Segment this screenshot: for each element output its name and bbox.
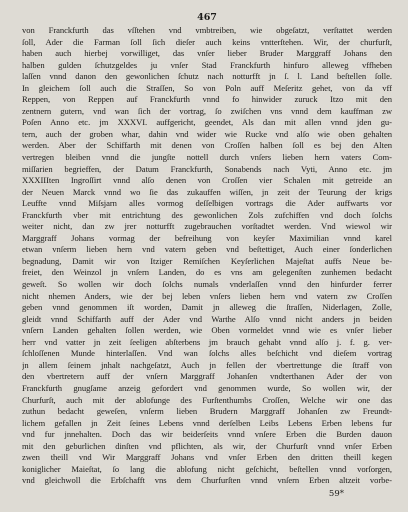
text-line: vertregen bleiben vnnd die jungſte nottell durch vnſers lieben hern vaters Com- — [22, 152, 392, 163]
text-line: ſchloſſenen Munde hinterlaſſen. Vnd wan ſolchs alles beſchicht vnd dieſem vortrag — [22, 348, 392, 359]
text-line: nicht nhemen Anders, wie der bej leben vnſers lieben hern vnd vatern zw Croſſen — [22, 290, 392, 301]
body-text — [22, 25, 392, 487]
text-line: vnd gleichwoll die Erbſchafft vns dem Churfurſten vnnd vnſern Erben altzeit vorbe- — [22, 475, 392, 486]
text-line: miſſarien begrieffen, der Datum Franckfurth, Sonabends nach Vyti, Anno etc. jm — [22, 163, 392, 174]
text-line: den vbertretern auff der vnſern Marggraff Johanſen vndterthanen Ader der von — [22, 371, 392, 382]
text-line: Marggraff Johans vormag der befreihung von keyſer Maximilian vnnd karel — [22, 232, 392, 243]
text-line: Reppen, von Reppen auf Franckfurth vnnd fo hinwider zuruck Itzo mit den — [22, 94, 392, 105]
text-line: werden. Aber der Schiffarth mit denen von Croſſen halben ſoll es bej den Alten — [22, 140, 392, 151]
text-line: zentnern gutern, vnd wan ſich der vortrag, ſo zwiſchen vns vnnd dem kauffman zw — [22, 105, 392, 116]
text-line: zwen theill vnd Wir Marggraff Johans vnd vnſer Erben den dritten theill kegen — [22, 452, 392, 463]
text-line: jn allem ſeinem jnhalt nachgeſatzt, Auch jn fellen der vbertrettunge die ſtraff von — [22, 359, 392, 370]
text-line: zuthun bedacht geweſen, vnſerm lieben Brudern Marggraff Johanſen zw Freundt- — [22, 406, 392, 417]
text-line: geweſt. So wollen wir doch ſolchs numals vnderlaſſen vnnd den hinfurder ferrer — [22, 279, 392, 290]
text-line: gleidt vnnd Schiffarth auff der Ader vnd Warthe Alſo vnnd nicht anders jn beiden — [22, 313, 392, 324]
text-line: Churfurſt, auch mit der ablofunge des Furſtenthumbs Croſſen, Welche wir one das — [22, 394, 392, 405]
text-line: etwan vnſerm lieben hern vnd vatern geben vnd beſtettiget, Auch einer ſonderlichen — [22, 244, 392, 255]
text-line: freiet, den Weinzol jn vnſern Landen, do es vns am gelegenſten zunhemen bedacht — [22, 267, 392, 278]
text-line: begnadung, Damit wir von Itziger Remiſchen Keyſerlichen Majeſtat auffs Neue be- — [22, 255, 392, 266]
text-line: Poſen Anno etc. jm XXXVI. auffgericht, geendet, Als dan mit allen vnnd jden gu- — [22, 117, 392, 128]
text-line: der Neuen Marck vnnd wo ſie das zukauffen wiſſen, jn zeit der Teurung der krigs — [22, 186, 392, 197]
text-line: haben auch hierbej vorwilliget, das vnſer lieber Bruder Marggraff Johans den — [22, 48, 392, 59]
text-line: XXXIIIten Ingroſſirt vnnd alſo denen von Croſſen vier Schalen mit getreide an — [22, 175, 392, 186]
signature-mark: 59* — [328, 488, 344, 499]
text-line: laſſen vnnd danon den gewonlichen ſchutz nach notturfft jn ſ. l. Land beſtellen ſolle. — [22, 71, 392, 82]
text-line: ſoll, Ader die Farman ſoll ſich dieſer auch keins vntterſtehen. Wir, der churfurſt, — [22, 36, 392, 47]
text-line: Leuffte vnnd Miſsjarn alles vormog deſſelbigen vortrags die Ader auffwarts vor — [22, 198, 392, 209]
text-line: vnſern Landen gehalten ſollen werden, wie Oben vormeldet vnnd wie es vnſer lieber — [22, 325, 392, 336]
text-line: lichem gefallen jn Zeit ſeines Lebens vnnd derſelben Leibs Lebens Erben lebens fur — [22, 417, 392, 428]
text-line: Franckfurth gnugſame anzeig gefordert vnd genommen wurde, So wollen wir, der — [22, 382, 392, 393]
text-line: vnd fur jnnehalten. Doch das wir beiderſeits vnnd vnſere Erben die Burden dauon — [22, 429, 392, 440]
text-line: halben gulden ſchutzgeldes ju vnſer Stad Franckfurth hinfuro alleweg vffheben — [22, 59, 392, 70]
text-line: mit den geburlichen dinſten vnd pflichten, als wir, der Churfurſt vnnd vnſer Erben — [22, 440, 392, 451]
text-line: tern, auch der groben whar, dahin vnd wider wie Rucke vnd alſo wie oben gehalten — [22, 128, 392, 139]
text-line: koniglicher Maieſtat, ſo lang die ablofung nicht geſchicht, beſtellen vnnd vorſorgen, — [22, 463, 392, 474]
text-line: In gleichem ſoll auch die Straſſen, So von Poln auff Meſeritz gehet, von da vff — [22, 82, 392, 93]
page-number: 467 — [197, 12, 217, 23]
text-line: geben vnnd genommen iſt worden, Damit jn alleweg die ſtraſſen, Niderlagen, Zolle, — [22, 302, 392, 313]
text-line: herr vnd vatter jn zeit ſeeligen abſterbens jm brauch gehabt vnnd alſo j. f. g. ver- — [22, 336, 392, 347]
text-line: Franckfurth vber mit entrichtung des gewonlichen Zols zufchiffen vnd doch ſolchs — [22, 209, 392, 220]
text-line: weiter nicht, dan zw jrer notturfft zugebrauchen vorſtadtet werden. Vnd wiewol wir — [22, 221, 392, 232]
text-line: von Franckfurth das vſſtehen vnd vmbtreiben, wie obgeſatzt, verſtattet werden — [22, 25, 392, 35]
